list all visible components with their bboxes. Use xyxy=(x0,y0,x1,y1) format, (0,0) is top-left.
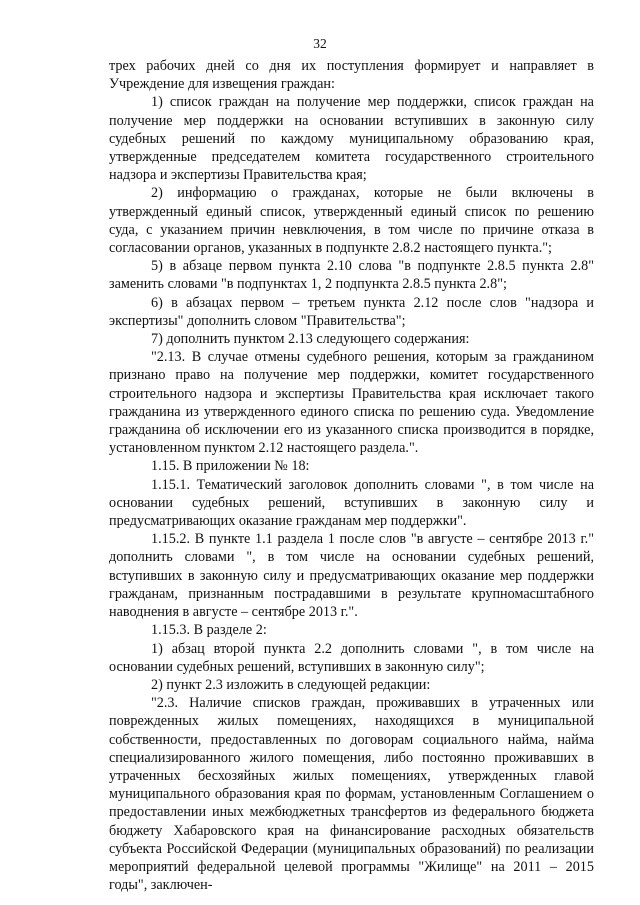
paragraph: 1.15. В приложении № 18: xyxy=(151,458,310,475)
page-number: 32 xyxy=(313,36,327,51)
paragraph: 5) в абзаце первом пункта 2.10 слова "в подпункте 2.8.5 пункта 2.8" заменить словами "в подпунктах 1, 2 подпункта 2.8.5 пункта 2.8"; xyxy=(109,258,594,293)
paragraph: 1.15.2. В пункте 1.1 раздела 1 после слов "в августе – сентябре 2013 г." дополнить словами ", в том числе на основании судебных решений, вступивших в законную силу и предусматривающих оказание мер поддержки гражданам, признанным пострадавшими в результате крупномасштабного наводнения в августе – сентябре 2013 г.". xyxy=(109,531,594,621)
paragraph: 1.15.1. Тематический заголовок дополнить словами ", в том числе на основании судебных решений, вступивших в законную силу и предусматривающих оказание гражданам мер поддержки". xyxy=(109,476,594,530)
paragraph: "2.3. Наличие списков граждан, проживавших в утраченных или поврежденных жилых помещениях, находящихся в муниципальной собственности, предоставленных по договорам социального найма, найма специализированного жилого помещения, либо постоянно проживавших в утраченных бесхозяйных жилых помещениях, утвержденных главой муниципального образования края по формам, установленным Соглашением о предоставлении иных межбюджетных трансфертов из федерального бюджета бюджету Хабаровского края на финансирование расходных обязательств субъекта Российской Федерации (муниципальных образований) по реализации мероприятий федеральной целевой программы "Жилище" на 2011 – 2015 годы", заключен- xyxy=(109,695,594,894)
document-body xyxy=(109,57,594,894)
paragraph: 7) дополнить пунктом 2.13 следующего содержания: xyxy=(151,331,470,348)
paragraph: "2.13. В случае отмены судебного решения, которым за гражданином признано право на получение мер поддержки, комитет государственного строительного надзора и экспертизы Правительства края исключает такого гражданина из утвержденного единого списка по решению суда. Уведомление гражданина об исключении его из указанного списка производится в порядке, установленном пунктом 2.12 настоящего раздела.". xyxy=(109,349,594,457)
paragraph: 2) информацию о гражданах, которые не были включены в утвержденный единый список, утвержденный единый список по решению суда, с указанием причин невключения, в том числе по причине отказа в согласовании органов, указанных в подпункте 2.8.2 настоящего пункта."; xyxy=(109,185,594,257)
paragraph: трех рабочих дней со дня их поступления формирует и направляет в Учреждение для извещения граждан: xyxy=(109,58,594,93)
paragraph: 1.15.3. В разделе 2: xyxy=(151,622,267,639)
paragraph: 6) в абзацах первом – третьем пункта 2.12 после слов "надзора и экспертизы" дополнить словом "Правительства"; xyxy=(109,294,594,329)
paragraph: 2) пункт 2.3 изложить в следующей редакции: xyxy=(151,676,431,693)
paragraph: 1) список граждан на получение мер поддержки, список граждан на получение мер поддержки на основании вступивших в законную силу судебных решений по каждому муниципальному образованию края, утвержденные председателем комитета государственного строительного надзора и экспертизы Правительства края; xyxy=(109,94,594,184)
paragraph: 1) абзац второй пункта 2.2 дополнить словами ", в том числе на основании судебных решений, вступивших в законную силу"; xyxy=(109,640,594,675)
